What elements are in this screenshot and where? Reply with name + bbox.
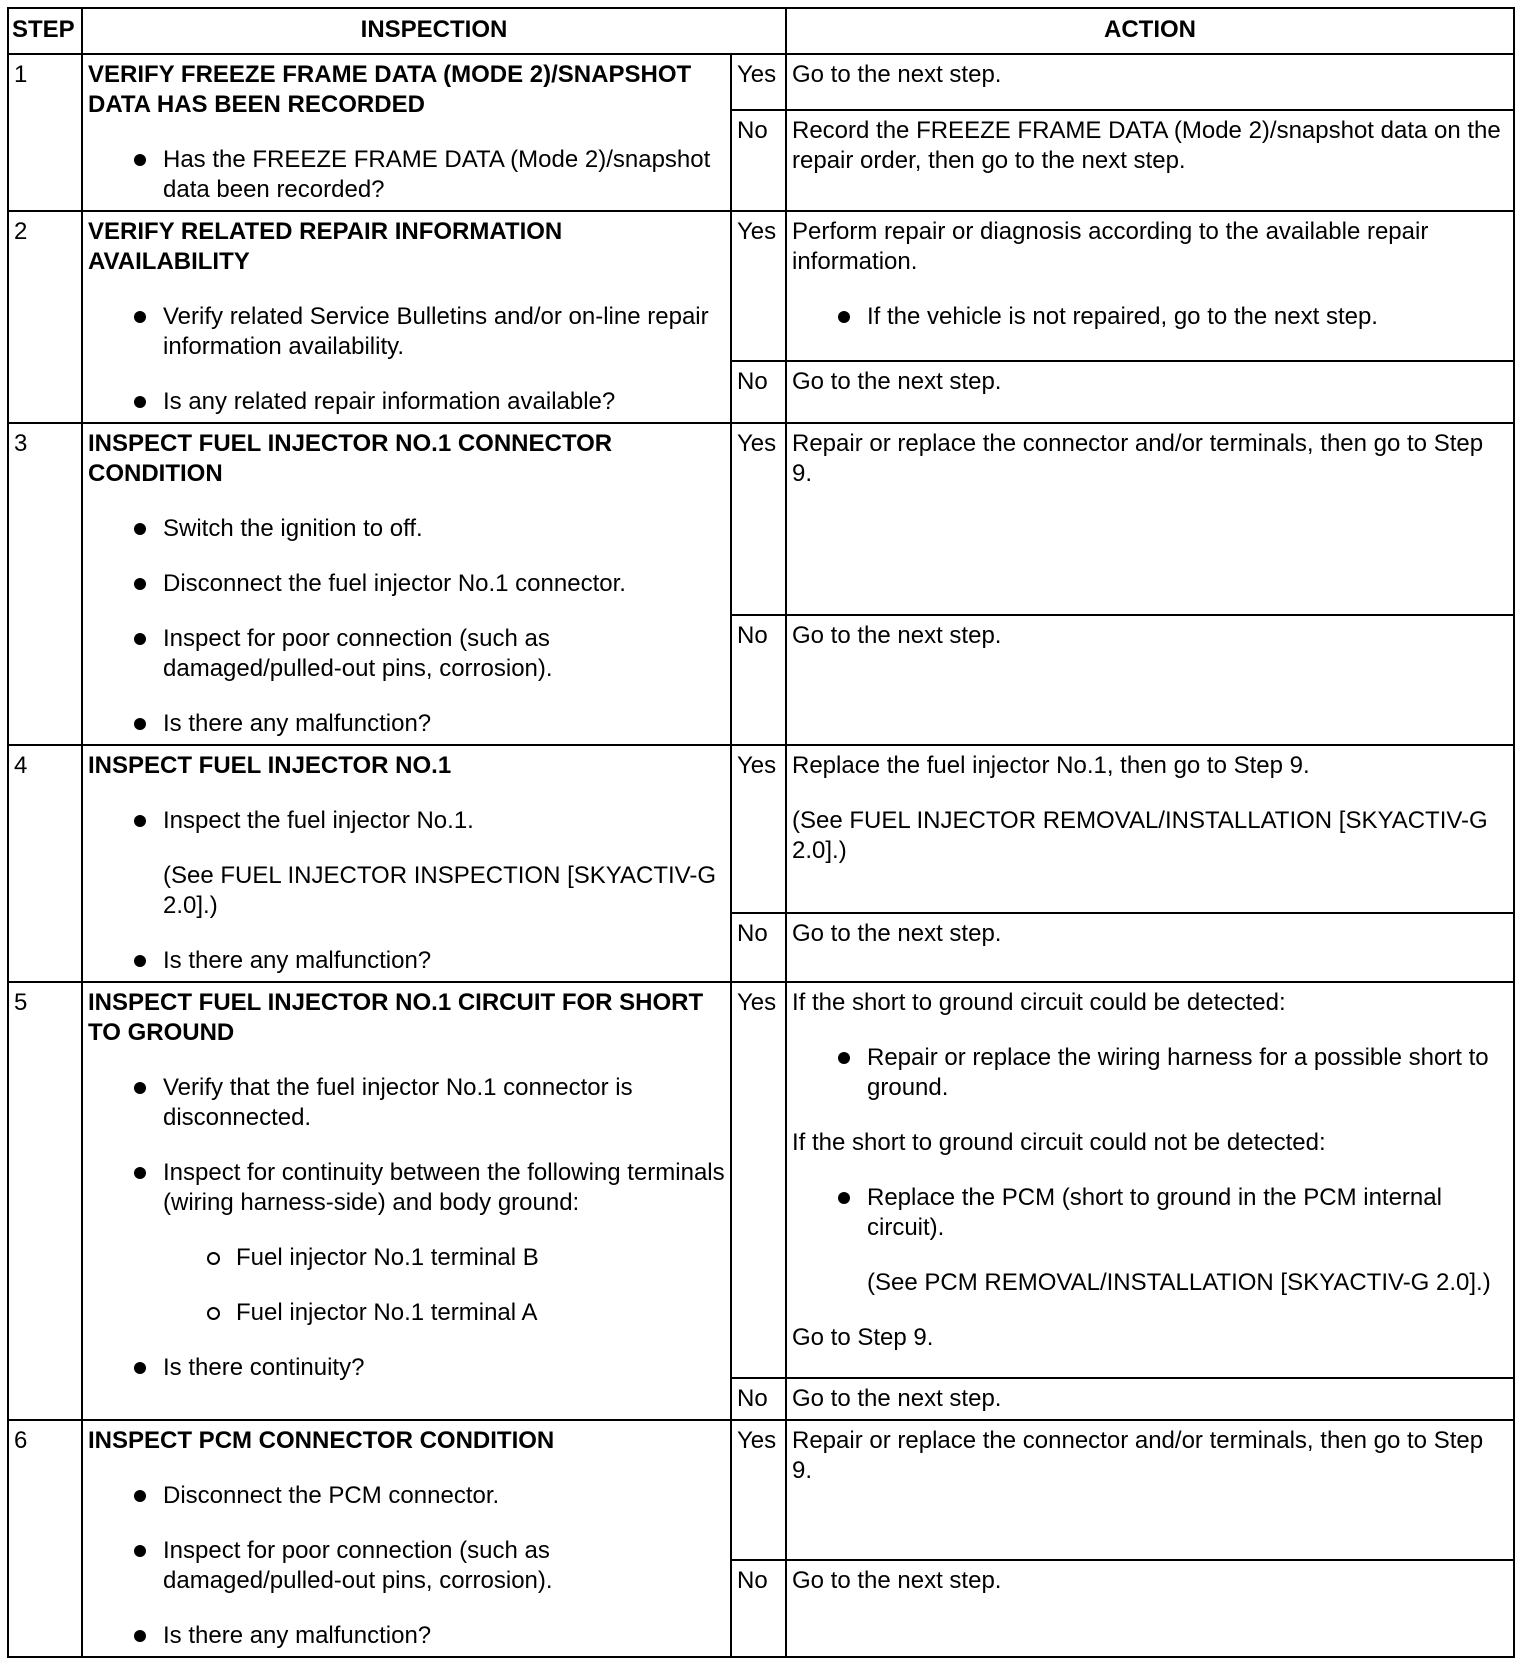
no-action [786,913,1514,982]
list-item: Inspect for poor connection (such as damaged/pulled-out pins, corrosion). [88,624,725,684]
action-text: Repair or replace the connector and/or terminals, then go to Step 9. [792,1427,1484,1484]
list-item: Verify related Service Bulletins and/or on-line repair information availability. [88,302,725,362]
reference-link[interactable]: (See FUEL INJECTOR REMOVAL/INSTALLATION [SKYACTIV-G 2.0].) [792,807,1488,864]
step-number: 1 [8,54,82,211]
no-label: No [731,361,786,423]
yes-label: Yes [731,1420,786,1560]
diagnostic-procedure-page [7,7,1513,1658]
yes-action [786,982,1514,1378]
column-header-inspection: INSPECTION [82,8,786,54]
list-item-text: Inspect for continuity between the following terminals (wiring harness-side) and body ground: [163,1159,725,1216]
sub-bullet-list [161,1243,725,1328]
list-item: Is any related repair information available? [88,387,725,417]
reference-link[interactable]: (See FUEL INJECTOR INSPECTION [SKYACTIV-G 2.0].) [163,862,716,919]
list-item: Verify that the fuel injector No.1 connector is disconnected. [88,1073,725,1133]
column-header-step: STEP [8,8,82,54]
step-number: 4 [8,745,82,982]
step-number: 2 [8,211,82,423]
column-header-action: ACTION [786,8,1514,54]
yes-label: Yes [731,211,786,361]
no-label: No [731,110,786,211]
yes-action [786,1420,1514,1560]
step-row [8,982,1514,1378]
inspection-cell [82,423,731,745]
inspection-cell [82,745,731,982]
inspection-title: VERIFY RELATED REPAIR INFORMATION AVAILABILITY [88,218,563,275]
action-text: Record the FREEZE FRAME DATA (Mode 2)/snapshot data on the repair order, then go to the next step. [792,117,1501,174]
action-text: Replace the fuel injector No.1, then go to Step 9. [792,752,1310,779]
sub-list-item: Fuel injector No.1 terminal B [161,1243,725,1273]
step-row [8,745,1514,913]
step-number: 6 [8,1420,82,1657]
bullet-list [792,1043,1508,1103]
bullet-list [88,1481,725,1651]
inspection-title: INSPECT PCM CONNECTOR CONDITION [88,1427,555,1454]
list-item: Inspect for poor connection (such as damaged/pulled-out pins, corrosion). [88,1536,725,1596]
action-text: Go to the next step. [792,622,1002,649]
yes-action [786,745,1514,913]
action-text: Go to the next step. [792,1567,1002,1594]
inspection-cell [82,1420,731,1657]
no-action [786,110,1514,211]
action-text: Go to the next step. [792,1385,1002,1412]
list-item-text: Replace the PCM (short to ground in the PCM internal circuit). [867,1184,1442,1241]
step-number: 5 [8,982,82,1420]
bullet-list [88,514,725,739]
no-action [786,361,1514,423]
inspection-cell [82,54,731,211]
bullet-list [792,1183,1508,1298]
bullet-list [792,302,1508,332]
step-row [8,54,1514,110]
no-label: No [731,1560,786,1657]
reference-link[interactable]: (See PCM REMOVAL/INSTALLATION [SKYACTIV-G 2.0].) [867,1269,1491,1296]
no-action [786,1560,1514,1657]
yes-action [786,54,1514,110]
action-text: Go to Step 9. [792,1324,934,1351]
yes-label: Yes [731,54,786,110]
action-text: If the short to ground circuit could not be detected: [792,1129,1326,1156]
no-label: No [731,1378,786,1420]
inspection-title: INSPECT FUEL INJECTOR NO.1 CIRCUIT FOR SHORT TO GROUND [88,989,704,1046]
bullet-list [88,1073,725,1383]
bullet-list [88,302,725,417]
list-item: If the vehicle is not repaired, go to the next step. [792,302,1508,332]
no-action [786,615,1514,745]
list-item: Repair or replace the wiring harness for a possible short to ground. [792,1043,1508,1103]
inspection-title: INSPECT FUEL INJECTOR NO.1 CONNECTOR CONDITION [88,430,613,487]
no-label: No [731,615,786,745]
list-item: Disconnect the PCM connector. [88,1481,725,1511]
step-number: 3 [8,423,82,745]
list-item: Is there continuity? [88,1353,725,1383]
inspection-cell [82,982,731,1420]
no-action [786,1378,1514,1420]
list-item: Disconnect the fuel injector No.1 connector. [88,569,725,599]
list-item: Switch the ignition to off. [88,514,725,544]
header-row [8,8,1514,54]
inspection-cell [82,211,731,423]
yes-action [786,423,1514,615]
action-text: Go to the next step. [792,61,1002,88]
list-item-text: Inspect the fuel injector No.1. [163,807,474,834]
action-text: Go to the next step. [792,920,1002,947]
list-item [792,1183,1508,1298]
step-row [8,1420,1514,1560]
yes-label: Yes [731,423,786,615]
yes-action [786,211,1514,361]
inspection-title: INSPECT FUEL INJECTOR NO.1 [88,752,452,779]
list-item: Is there any malfunction? [88,946,725,976]
yes-label: Yes [731,745,786,913]
bullet-list [88,145,725,205]
diagnostic-table [7,7,1515,1658]
list-item: Has the FREEZE FRAME DATA (Mode 2)/snapshot data been recorded? [88,145,725,205]
action-text: Perform repair or diagnosis according to the available repair information. [792,218,1429,275]
bullet-list [88,806,725,976]
yes-label: Yes [731,982,786,1378]
action-text: If the short to ground circuit could be detected: [792,989,1286,1016]
step-row [8,211,1514,361]
step-row [8,423,1514,615]
list-item: Is there any malfunction? [88,709,725,739]
inspection-title: VERIFY FREEZE FRAME DATA (MODE 2)/SNAPSHOT DATA HAS BEEN RECORDED [88,61,692,118]
no-label: No [731,913,786,982]
action-text: Go to the next step. [792,368,1002,395]
list-item [88,806,725,921]
list-item: Is there any malfunction? [88,1621,725,1651]
action-text: Repair or replace the connector and/or terminals, then go to Step 9. [792,430,1484,487]
list-item [88,1158,725,1328]
sub-list-item: Fuel injector No.1 terminal A [161,1298,725,1328]
